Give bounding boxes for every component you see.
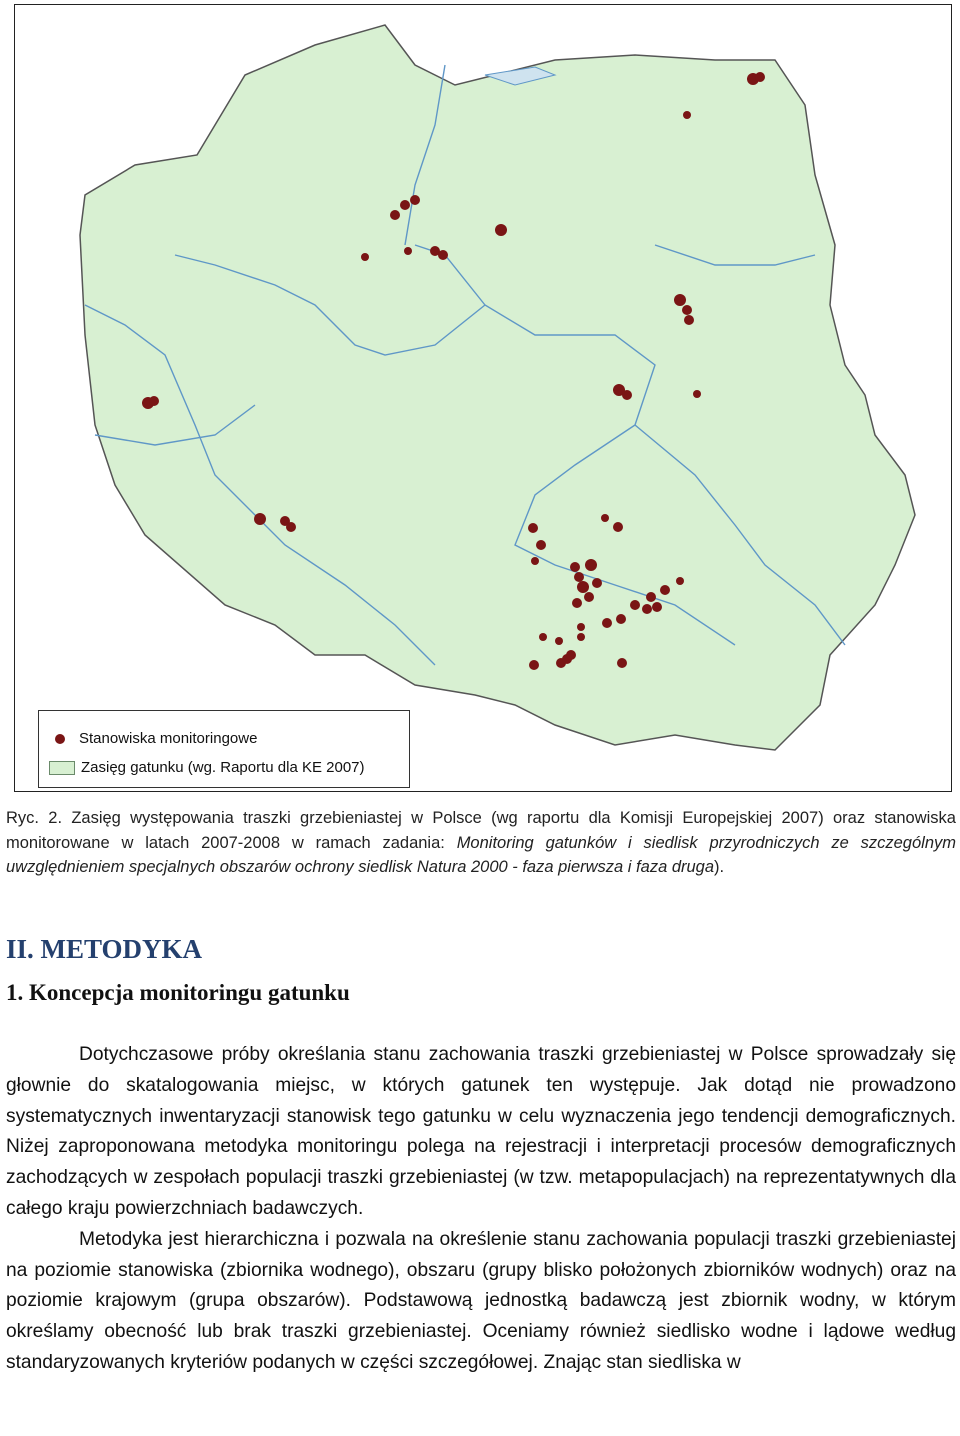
caption-end: ). bbox=[714, 858, 725, 876]
poland-map bbox=[15, 5, 951, 791]
legend-item-range bbox=[49, 759, 365, 776]
range-swatch-icon bbox=[49, 761, 75, 775]
section-heading: II. METODYKA bbox=[6, 934, 203, 964]
site-dot-icon bbox=[55, 734, 65, 744]
paragraph: Dotychczasowe próby określania stanu zachowania traszki grzebieniastej w Polsce sprowadzały się głownie do skatalogowania miejsc, w których gatunek ten występuje. Jak dotąd nie prowadzono systematycznych inwentaryzacji stanowisk tego gatunku w celu wyznaczenia jego tendencji demograficznych. Niżej zaproponowana metodyka monitoringu polega na rejestracji i interpretacji procesów demograficznych zachodzących w zespołach populacji traszki grzebieniastej (w tzw. metapopulacjach) na reprezentatywnych dla całego kraju powierzchniach badawczych. bbox=[6, 1044, 956, 1219]
subsection-heading: 1. Koncepcja monitoringu gatunku bbox=[6, 980, 350, 1005]
legend-item-sites bbox=[49, 730, 257, 747]
range-map-figure bbox=[14, 4, 952, 792]
caption-italic: Monitoring gatunków i siedlisk przyrodniczych ze szczególnym uwzględnieniem specjalnych obszarów ochrony siedlisk Natura 2000 - faza pierwsza i faza druga bbox=[6, 833, 956, 876]
species-range-area bbox=[80, 25, 915, 750]
map-legend bbox=[38, 710, 410, 788]
legend-label-range: Zasięg gatunku (wg. Raportu dla KE 2007) bbox=[81, 759, 365, 776]
figure-caption bbox=[6, 806, 956, 880]
paragraph: Metodyka jest hierarchiczna i pozwala na określenie stanu zachowania populacji traszki grzebieniastej na poziomie stanowiska (zbiornika wodnego), obszaru (grupy blisko położonych zbiorników wodnych) oraz na poziomie krajowym (grupa obszarów). Podstawową jednostką badawczą jest zbiornik wodny, w którym określamy obecność lub brak traszki grzebieniastej. Oceniamy również siedlisko wodne i lądowe według standaryzowanych kryteriów podanych w części szczegółowej. Znając stan siedliska w bbox=[6, 1228, 956, 1373]
body-text bbox=[6, 1040, 956, 1379]
caption-text: Ryc. 2. Zasięg występowania traszki grzebieniastej w Polsce (wg raportu dla Komisji Europejskiej 2007) oraz stanowiska monitorowane w latach 2007-2008 w ramach zadania: bbox=[6, 809, 956, 852]
legend-label-sites: Stanowiska monitoringowe bbox=[79, 730, 258, 747]
